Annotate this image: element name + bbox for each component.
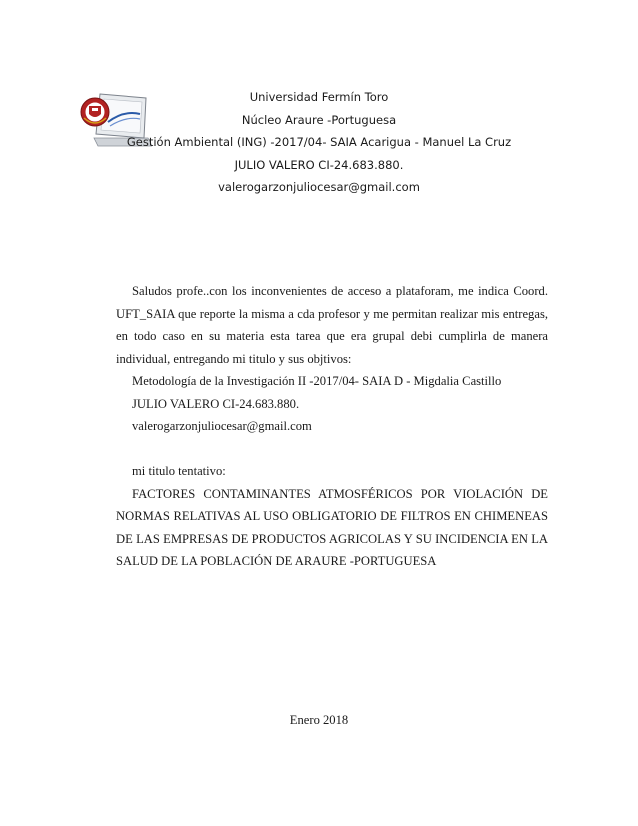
document-body [116, 280, 548, 573]
document-header [0, 86, 638, 199]
student-email: valerogarzonjuliocesar@gmail.com [218, 180, 420, 194]
thesis-title: FACTORES CONTAMINANTES ATMOSFÉRICOS POR VIOLACIÓN DE NORMAS RELATIVAS AL USO OBLIGATORIO DE FILTROS EN CHIMENEAS DE LAS EMPRESAS DE PRODUCTOS AGRICOLAS Y SU INCIDENCIA EN LA SALUD DE LA POBLACIÓN DE ARAURE -PORTUGUESA [116, 486, 548, 568]
student-id: JULIO VALERO CI-24.683.880. [234, 157, 404, 172]
document-date: Enero 2018 [289, 713, 349, 727]
blank-line [116, 438, 548, 461]
title-label: mi titulo tentativo: [132, 464, 226, 478]
course-name: Gestión Ambiental (ING) -2017/04- SAIA Acarigua - Manuel La Cruz [126, 135, 512, 149]
subject-line: Metodología de la Investigación II -2017/04- SAIA D - Migdalia Castillo [132, 374, 502, 388]
university-name: Universidad Fermín Toro [249, 90, 389, 104]
campus-name: Núcleo Araure -Portuguesa [241, 112, 397, 127]
email-line: valerogarzonjuliocesar@gmail.com [132, 419, 312, 433]
student-line: JULIO VALERO CI-24.683.880. [132, 396, 300, 411]
intro-paragraph: Saludos profe..con los inconvenientes de acceso a plataforam, me indica Coord. UFT_SAIA que reporte la misma a cda profesor y me permitan realizar mis entregas, en todo caso en su materia esta tarea que era grupal debi cumplirla de manera individual, entregando mi titulo y sus objtivos: [116, 284, 548, 366]
